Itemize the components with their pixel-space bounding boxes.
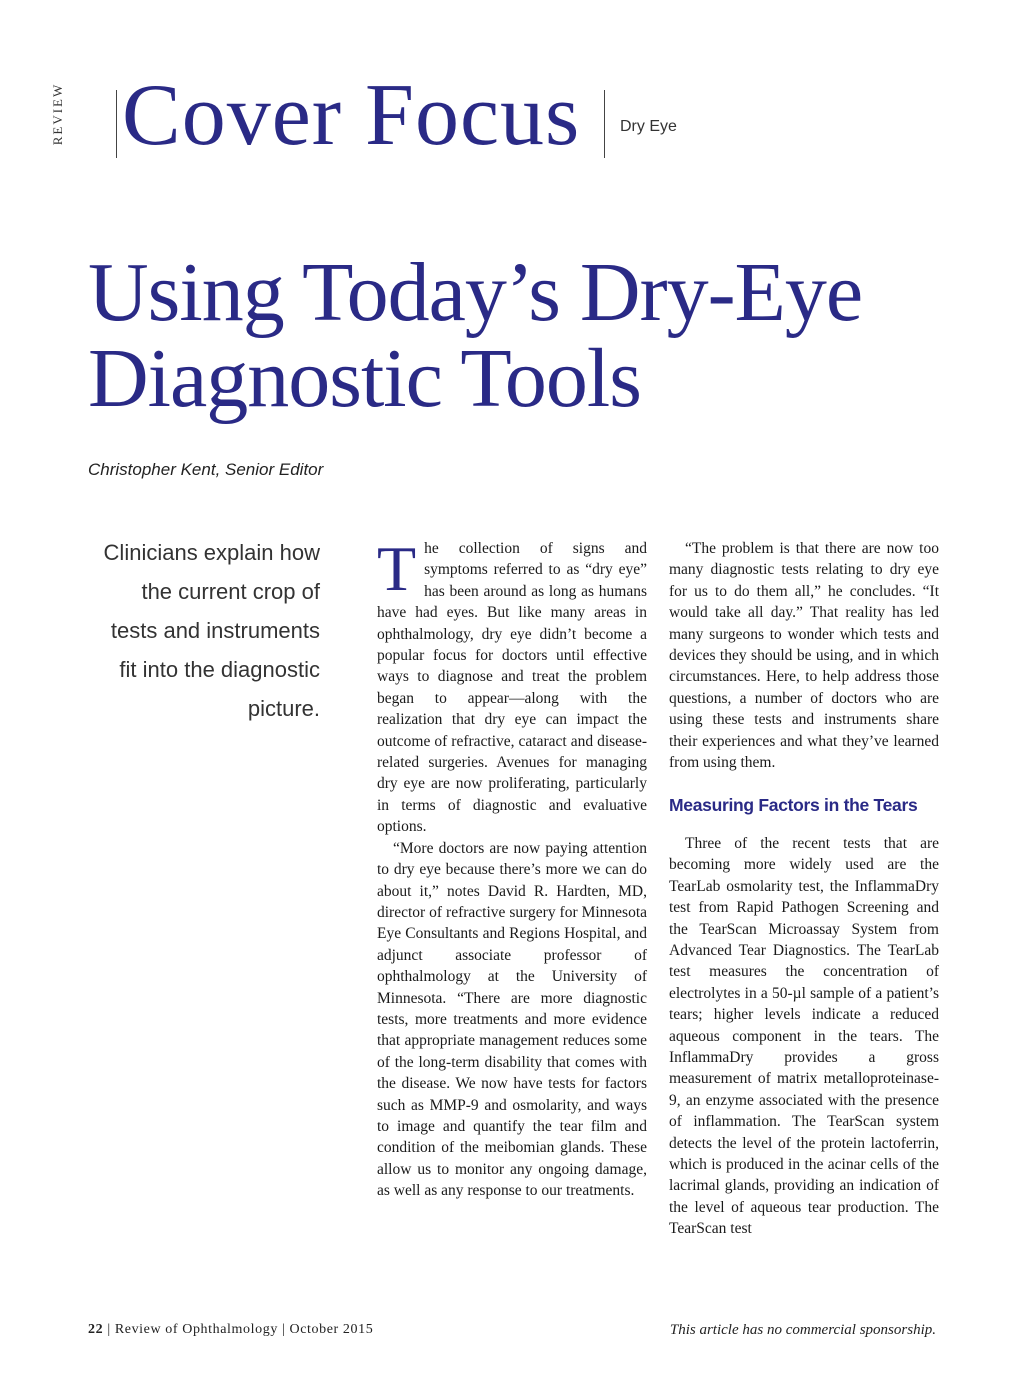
header-divider-left — [116, 90, 117, 158]
headline-line-1: Using Today’s Dry-Eye — [88, 246, 863, 339]
page-footer-left — [88, 1322, 373, 1338]
paragraph: “The problem is that there are now too many diagnostic tests relating to dry eye for us to do them all,” he concludes. “It would take all day.” That reality has led many surgeons to wonder which tests and devices they should be using, and in which circumstances. Here, to help address those questions, a number of doctors who are using these tests and instruments share their experiences and what they’ve learned from using them. — [669, 540, 939, 772]
paragraph — [377, 533, 647, 838]
body-column-2 — [669, 538, 939, 1240]
section-subtitle: Dry Eye — [620, 118, 677, 135]
section-label: REVIEW — [50, 82, 65, 146]
publication-info: | Review of Ophthalmology | October 2015 — [107, 1322, 374, 1337]
header-divider-right — [604, 90, 605, 158]
paragraph: “More doctors are now paying attention to dry eye because there’s more we can do about it,” notes David R. Hardten, MD, director of refractive surgery for Minnesota Eye Consultants and Regions Hospital, and adjunct associate professor of ophthalmology at the University of Minnesota. “There are more diagnostic tests, more treatments and more evidence that appropriate management reduces some of the long-term disability that comes with the disease. We now have tests for factors such as MMP-9 and osmolarity, and ways to image and quantify the tear film and condition of the meibomian glands. These allow us to monitor any ongoing damage, as well as any response to our treatments. — [377, 839, 647, 1200]
article-headline — [88, 246, 968, 425]
page-number: 22 — [88, 1322, 104, 1337]
paragraph-text: he collection of signs and symptoms referred to as “dry eye” has been around as long as humans have had eyes. But like many areas in ophthalmology, dry eye didn’t become a popular focus for doctors until effective ways to diagnose and treat the problem began to appear—along with the realization that dry eye can impact the outcome of refractive, cataract and disease-related surgeries. Avenues for managing dry eye are now proliferating, particularly in terms of diagnostic and evaluative options. — [377, 540, 647, 836]
body-column-1 — [377, 533, 647, 1202]
sponsorship-note: This article has no commercial sponsorship. — [669, 1322, 936, 1338]
article-byline: Christopher Kent, Senior Editor — [88, 460, 324, 479]
section-subhead: Measuring Factors in the Tears — [669, 795, 918, 816]
article-deck: Clinicians explain how the current crop of tests and instruments fit into the diagnostic picture. — [103, 540, 320, 721]
paragraph: Three of the recent tests that are becoming more widely used are the TearLab osmolarity test, the InflammaDry test from Rapid Pathogen Screening and the TearScan Microassay System from Advanced Tear Diagnostics. The TearLab test measures the concentration of electrolytes in a 50-µl sample of a patient’s tears; higher levels indicate a reduced aqueous component in the tears. The InflammaDry provides a gross measurement of matrix metalloproteinase-9, an enzyme associated with the presence of inflammation. The TearScan system detects the level of the protein lactoferrin, which is produced in the acinar cells of the lacrimal glands, providing an indication of the level of aqueous tear production. The TearScan test — [669, 834, 939, 1238]
section-title: Cover Focus — [122, 67, 581, 164]
headline-line-2: Diagnostic Tools — [88, 332, 641, 425]
drop-cap: T — [377, 533, 417, 604]
